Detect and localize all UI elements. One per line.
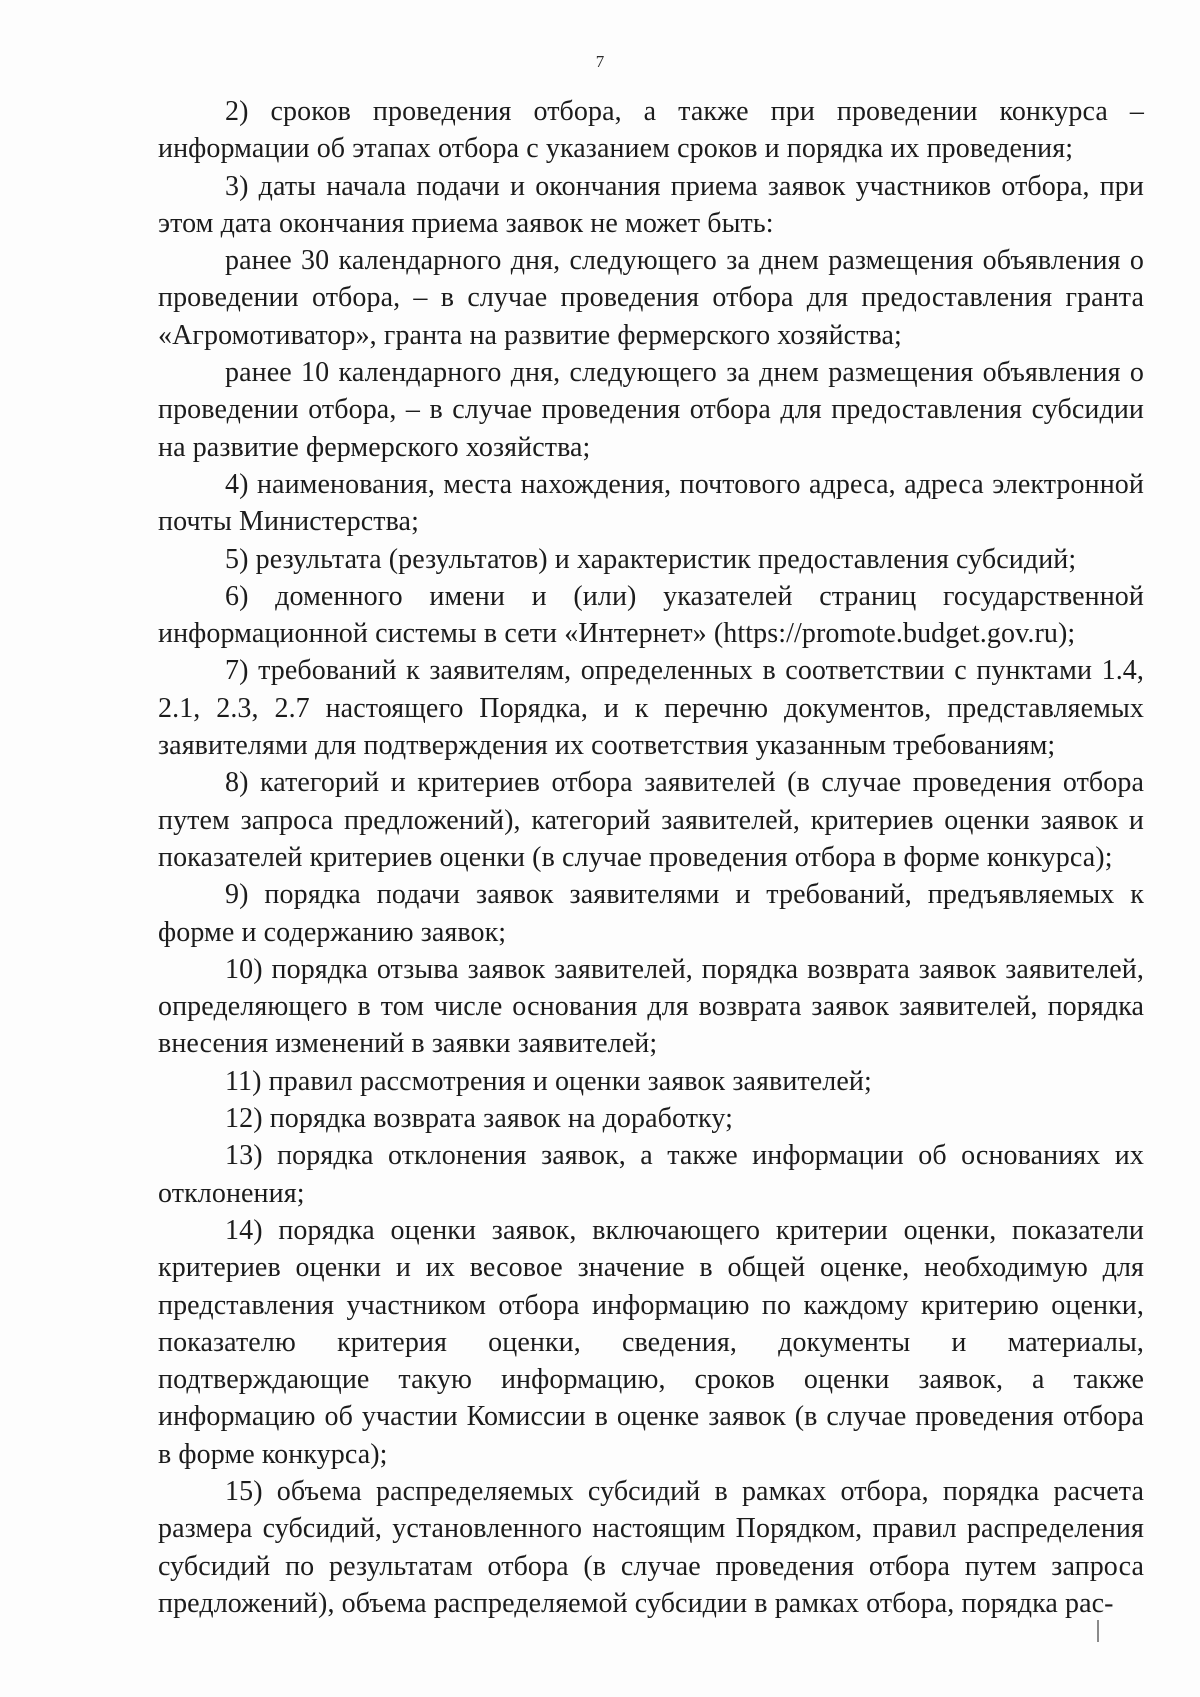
paragraph-item-6: 6) доменного имени и (или) указателей страниц государственной информационной системы в сети «Интернет» (https://promote.budget.gov.ru); — [158, 580, 1144, 650]
paragraph-item-12: 12) порядка возврата заявок на доработку; — [225, 1103, 733, 1135]
paragraph-item-4: 4) наименования, места нахождения, почтового адреса, адреса электронной почты Министерства; — [158, 468, 1144, 538]
paragraph-item-2: 2) сроков проведения отбора, а также при проведении конкурса – информации об этапах отбора с указанием сроков и порядка их проведения; — [158, 96, 1144, 165]
paragraph-item-13: 13) порядка отклонения заявок, а также информации об основаниях их отклонения; — [158, 1140, 1144, 1209]
paragraph-item-14: 14) порядка оценки заявок, включающего критерии оценки, показатели критериев оценки и их весовое значение в общей оценке, необходимую для представления участником отбора информацию по каждому критерию оценки, показателю критерия оценки, сведения, документы и материалы, подтверждающие такую информацию, сроков оценки заявок, а также информацию об участии Комиссии в оценке заявок (в случае проведения отбора в форме конкурса); — [158, 1214, 1144, 1470]
page-number: 7 — [595, 52, 605, 71]
paragraph-item-15: 15) объема распределяемых субсидий в рамках отбора, порядка расчета размера субсидий, установленного настоящим Порядком, правил распределения субсидий по результатам отбора (в случае проведения отбора путем запроса предложений), объема распределяемой субсидии в рамках отбора, порядка рас- — [158, 1475, 1144, 1619]
paragraph-item-10: 10) порядка отзыва заявок заявителей, порядка возврата заявок заявителей, определяющего в том числе основания для возврата заявок заявителей, порядка внесения изменений в заявки заявителей; — [158, 953, 1144, 1060]
paragraph-item-11: 11) правил рассмотрения и оценки заявок заявителей; — [225, 1065, 872, 1097]
paragraph-item-9: 9) порядка подачи заявок заявителями и требований, предъявляемых к форме и содержанию заявок; — [158, 879, 1144, 948]
paragraph-item-7: 7) требований к заявителям, определенных в соответствии с пунктами 1.4, 2.1, 2.3, 2.7 настоящего Порядка, и к перечню документов, представляемых заявителями для подтверждения их соответствия указанным требованиям; — [158, 655, 1144, 762]
document-body — [158, 93, 1144, 1622]
paragraph-item-5: 5) результата (результатов) и характеристик предоставления субсидий; — [225, 543, 1077, 575]
paragraph-item-3: 3) даты начала подачи и окончания приема заявок участников отбора, при этом дата окончания приема заявок не может быть: — [158, 170, 1144, 239]
paragraph-item-8: 8) категорий и критериев отбора заявителей (в случае проведения отбора путем запроса предложений), категорий заявителей, критериев оценки заявок и показателей критериев оценки (в случае проведения отбора в форме конкурса); — [158, 767, 1144, 873]
scan-edge-mark — [1097, 1620, 1099, 1642]
paragraph-subitem-10-days: ранее 10 календарного дня, следующего за днем размещения объявления о проведении отбора, – в случае проведения отбора для предоставления субсидии на развитие фермерского хозяйства; — [158, 357, 1144, 463]
paragraph-subitem-30-days: ранее 30 календарного дня, следующего за днем размещения объявления о проведении отбора, – в случае проведения отбора для предоставления гранта «Агромотиватор», гранта на развитие фермерского хозяйства; — [158, 245, 1144, 351]
